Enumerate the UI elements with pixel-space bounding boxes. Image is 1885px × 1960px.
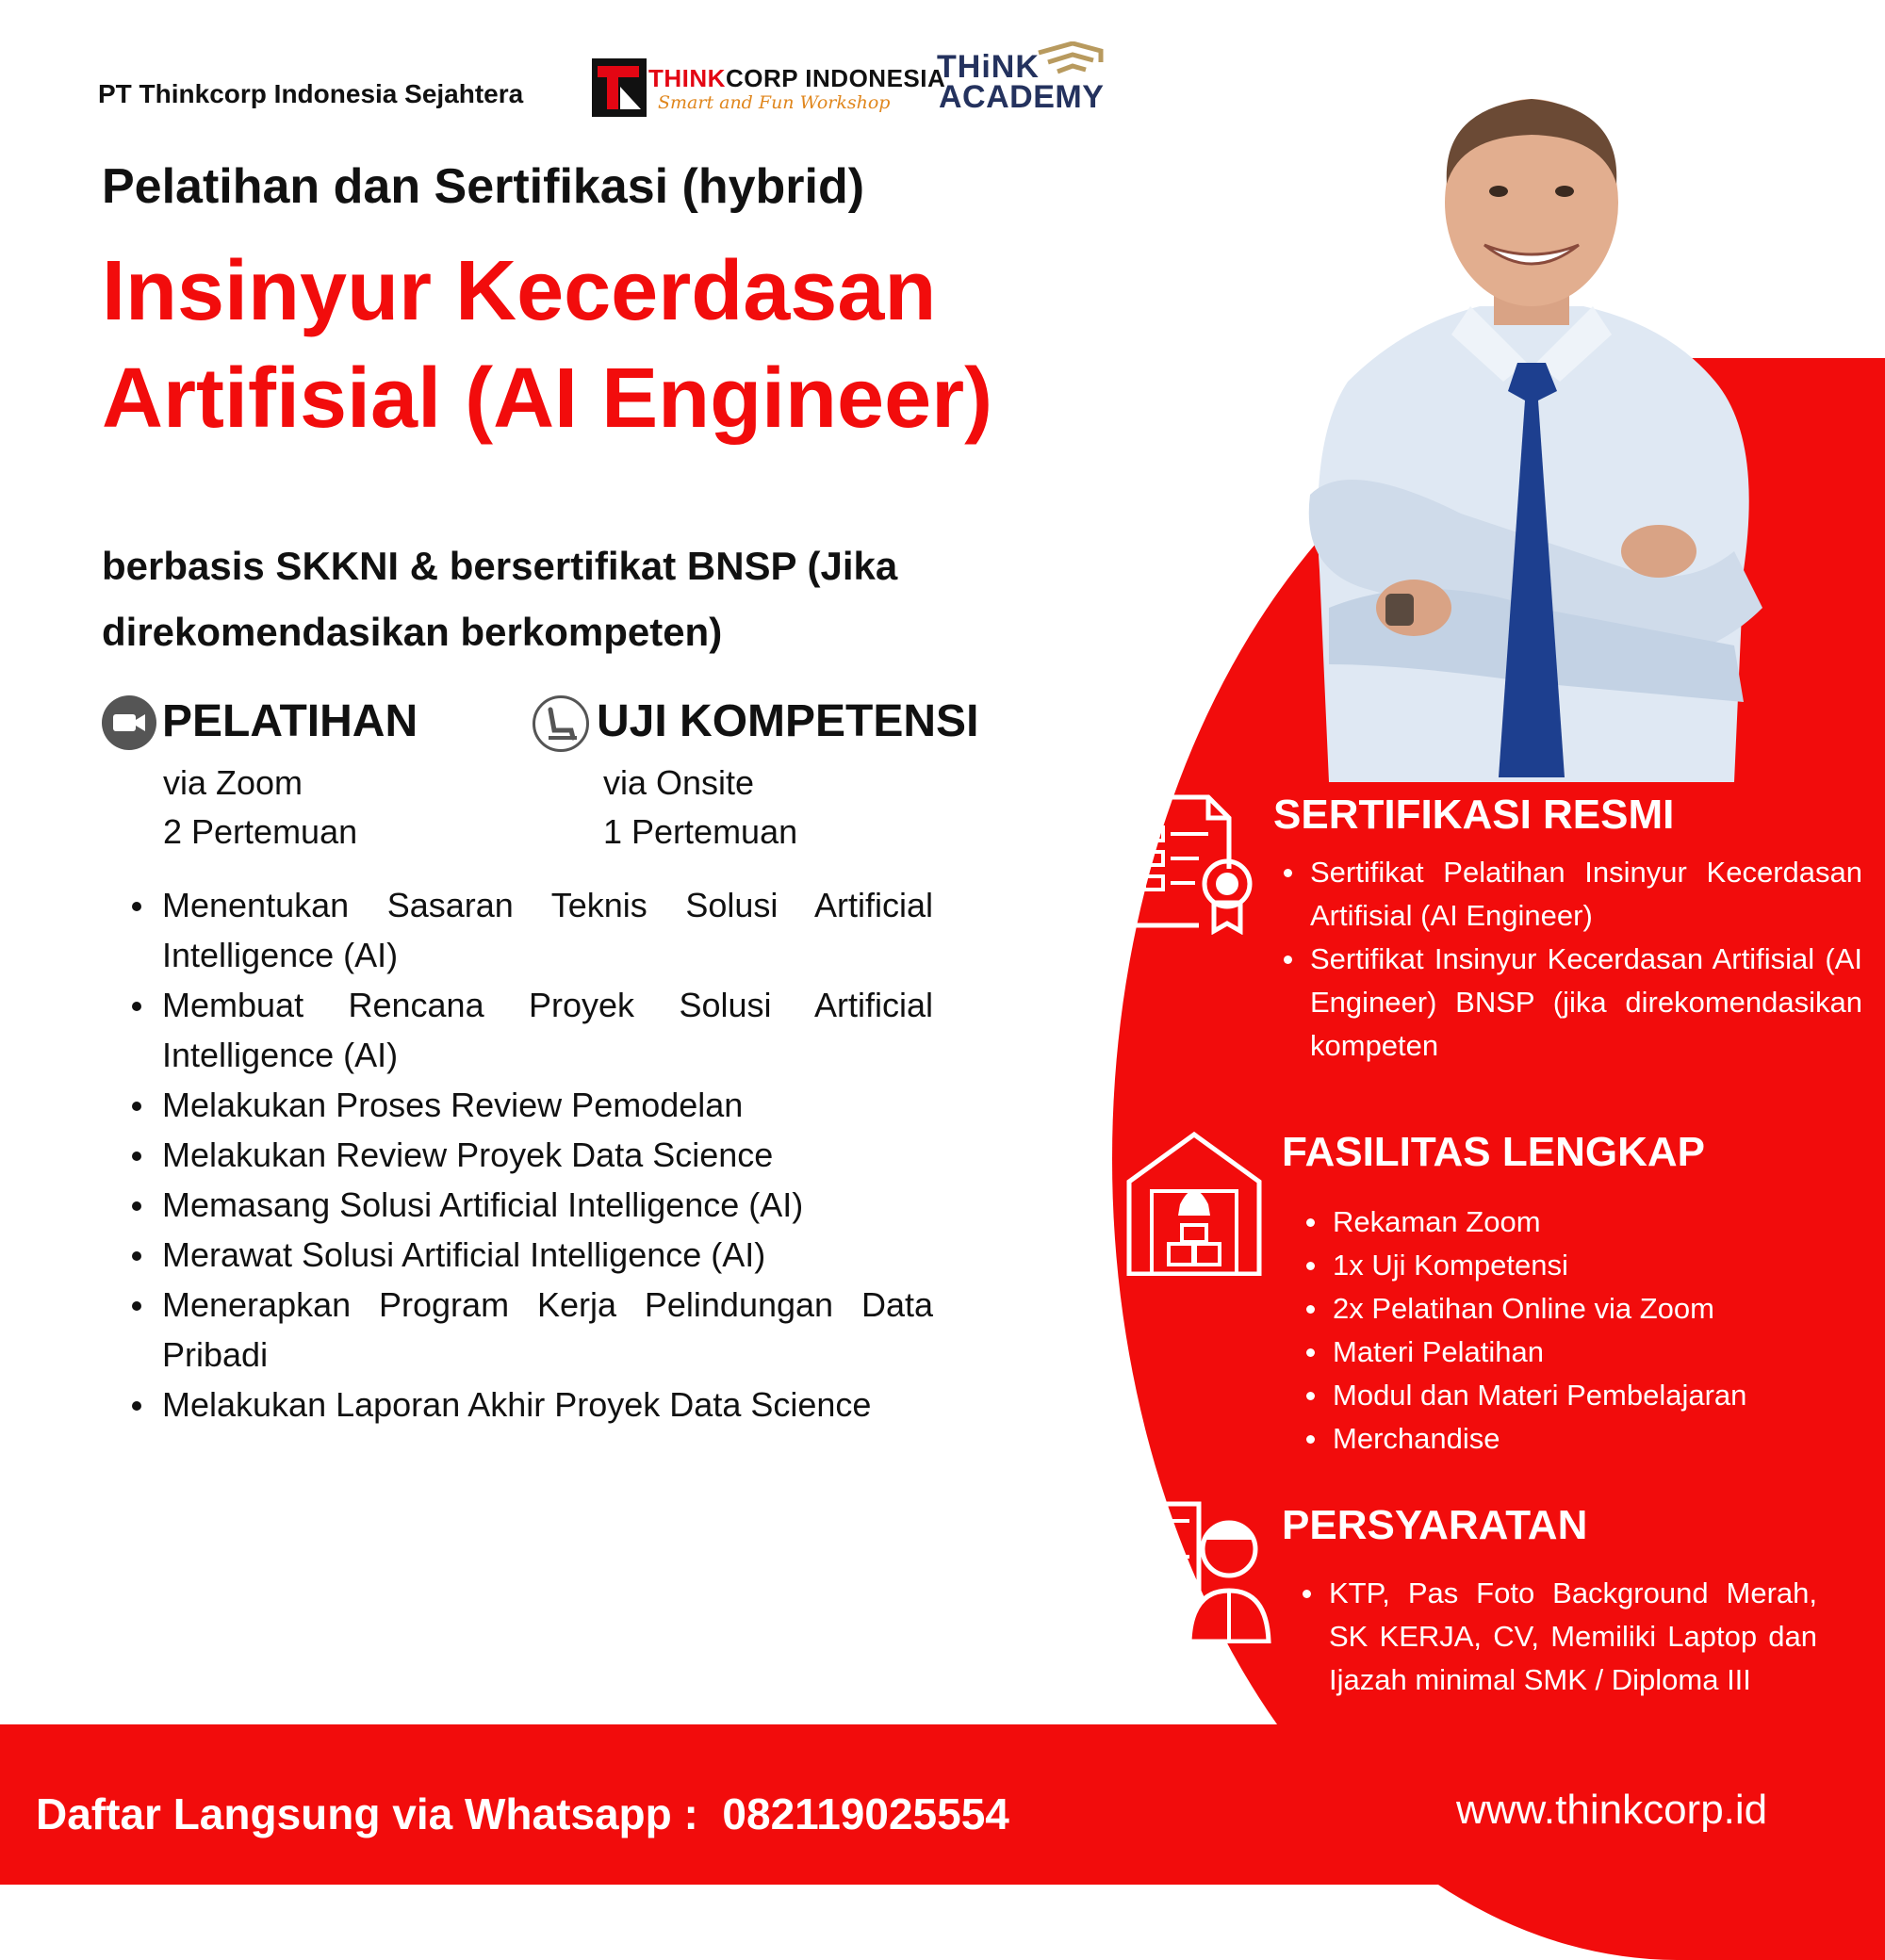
list-item: Melakukan Review Proyek Data Science <box>132 1130 933 1180</box>
sertifikasi-title: SERTIFIKASI RESMI <box>1273 792 1675 838</box>
pelatihan-sessions: 2 Pertemuan <box>163 812 358 851</box>
smiling-man-photo <box>1291 80 1772 782</box>
list-item: 2x Pelatihan Online via Zoom <box>1306 1287 1834 1331</box>
thinkcorp-logo <box>592 55 946 121</box>
pelatihan-title: PELATIHAN <box>162 696 418 746</box>
list-item: Sertifikat Pelatihan Insinyur Kecerdasan Artifisial (AI Engineer) <box>1284 851 1862 938</box>
subheading: Pelatihan dan Sertifikasi (hybrid) <box>102 159 865 214</box>
page-title: Insinyur Kecerdasan Artifisial (AI Engineer) <box>102 244 993 446</box>
academy-logo-mark <box>1035 41 1105 81</box>
list-item: 1x Uji Kompetensi <box>1306 1244 1834 1287</box>
list-item: Membuat Rencana Proyek Solusi Artificial Intelligence (AI) <box>132 980 933 1080</box>
uji-mode: via Onsite <box>603 763 755 802</box>
uji-sessions: 1 Pertemuan <box>603 812 798 851</box>
company-name: PT Thinkcorp Indonesia Sejahtera <box>98 79 524 108</box>
pelatihan-mode: via Zoom <box>163 763 303 802</box>
thinkcorp-logo-mark <box>592 58 647 117</box>
list-item: Modul dan Materi Pembelajaran <box>1306 1374 1834 1417</box>
persyaratan-list <box>1303 1572 1817 1702</box>
competency-list <box>132 880 933 1429</box>
list-item: Merchandise <box>1306 1417 1834 1461</box>
thinkcorp-logo-text: THINKCORP INDONESIA <box>648 64 946 92</box>
think-academy-logo <box>933 41 1122 117</box>
list-item: Memasang Solusi Artificial Intelligence (AI) <box>132 1180 933 1230</box>
list-item: Melakukan Proses Review Pemodelan <box>132 1080 933 1130</box>
list-item: KTP, Pas Foto Background Merah, SK KERJA, CV, Memiliki Laptop dan Ijazah minimal SMK / Diploma III <box>1303 1572 1817 1702</box>
worker-document-icon <box>1123 1500 1272 1643</box>
list-item: Menentukan Sasaran Teknis Solusi Artificial Intelligence (AI) <box>132 880 933 980</box>
academy-logo-line2: ACADEMY <box>939 79 1105 115</box>
persyaratan-title: PERSYARATAN <box>1282 1502 1588 1548</box>
list-item: Rekaman Zoom <box>1306 1200 1834 1244</box>
sertifikasi-list <box>1284 851 1862 1068</box>
fasilitas-list <box>1306 1200 1834 1461</box>
fasilitas-title: FASILITAS LENGKAP <box>1282 1129 1705 1175</box>
uji-kompetensi-title: UJI KOMPETENSI <box>597 696 979 746</box>
list-item: Melakukan Laporan Akhir Proyek Data Science <box>132 1380 933 1429</box>
certificate-icon <box>1123 793 1265 935</box>
seat-icon <box>533 695 589 752</box>
certification-basis: berbasis SKKNI & bersertifikat BNSP (Jika direkomendasikan berkompeten) <box>102 544 898 654</box>
academy-logo-line1: THiNK <box>937 49 1040 85</box>
list-item: Materi Pelatihan <box>1306 1331 1834 1374</box>
list-item: Merawat Solusi Artificial Intelligence (AI) <box>132 1230 933 1280</box>
thinkcorp-tagline: Smart and Fun Workshop <box>658 92 891 113</box>
list-item: Menerapkan Program Kerja Pelindungan Data Pribadi <box>132 1280 933 1380</box>
whatsapp-registration[interactable]: Daftar Langsung via Whatsapp : 082119025554 <box>36 1789 1009 1838</box>
warehouse-icon <box>1123 1129 1265 1276</box>
website-link[interactable]: www.thinkcorp.id <box>1456 1787 1768 1833</box>
video-camera-icon <box>102 695 156 750</box>
list-item: Sertifikat Insinyur Kecerdasan Artifisial (AI Engineer) BNSP (jika direkomendasikan kompeten <box>1284 938 1862 1068</box>
